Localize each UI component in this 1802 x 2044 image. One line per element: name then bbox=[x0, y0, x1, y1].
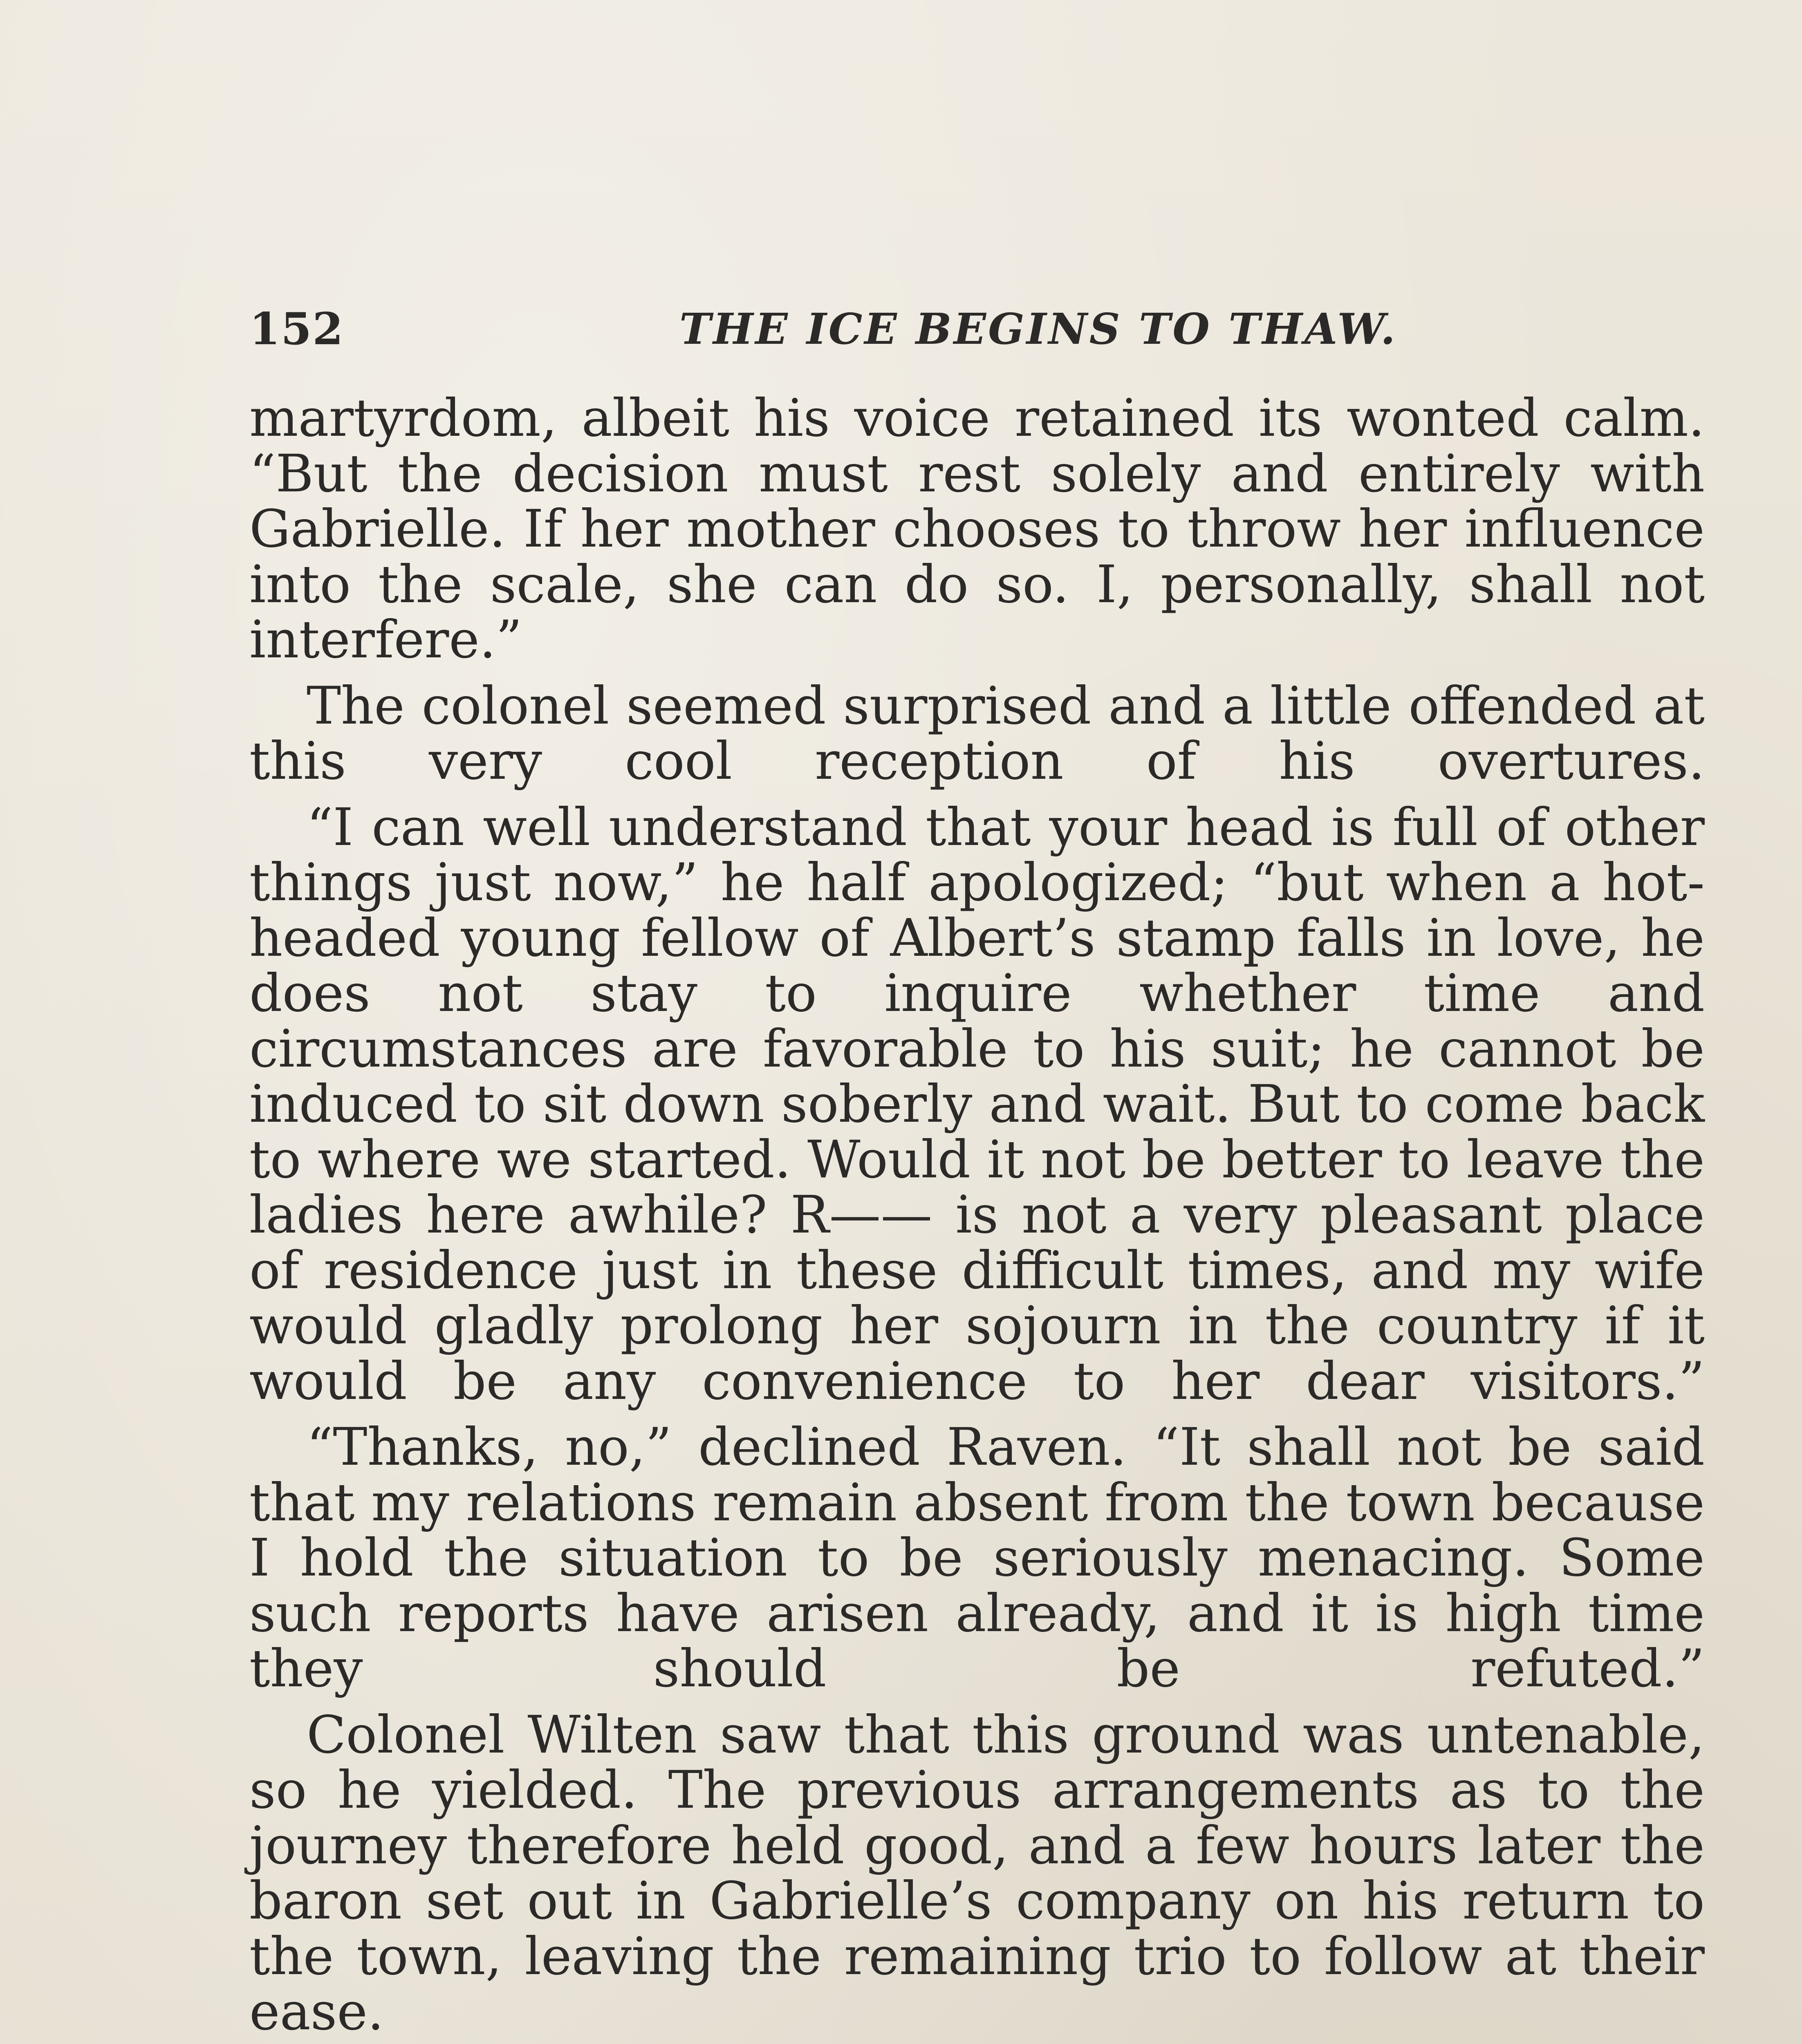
running-head bbox=[249, 298, 1705, 364]
body-text bbox=[249, 390, 1705, 2044]
page-number: 152 bbox=[249, 303, 344, 355]
running-title: THE ICE BEGINS TO THAW. bbox=[679, 304, 1398, 354]
paragraph-1: martyrdom, albeit his voice retained its wonted calm. “But the decision must rest solely and entirely with Gabrielle. If her mother chooses to throw her influence into the scale, she can do so. I, personally, shall not interfere.” bbox=[249, 388, 1705, 670]
paragraph-3: “I can well understand that your head is full of other things just now,” he half apologized; “but when a hot-headed young fellow of Albert’s stamp falls in love, he does not stay to inquire whether time and circumstances are favorable to his suit; he cannot be induced to sit down soberly and wait. But to come back to where we started. Would it not be better to leave the ladies here awhile? R—— is not a very pleasant place of residence just in these difficult times, and my wife would gladly prolong her sojourn in the country if it would be any convenience to her dear visitors.” bbox=[249, 797, 1705, 1411]
paragraph-2: The colonel seemed surprised and a little offended at this very cool reception of his overtures. bbox=[249, 675, 1705, 791]
paragraph-4: “Thanks, no,” declined Raven. “It shall not be said that my relations remain absent from the town because I hold the situation to be seriously menacing. Some such reports have arisen already, and it is high time they should be refuted.” bbox=[249, 1417, 1705, 1699]
paragraph-5: Colonel Wilten saw that this ground was untenable, so he yielded. The previous arrangements as to the journey therefore held good, and a few hours later the baron set out in Gabrielle’s company on his return to the town, leaving the remaining trio to follow at their ease. bbox=[249, 1704, 1705, 2042]
